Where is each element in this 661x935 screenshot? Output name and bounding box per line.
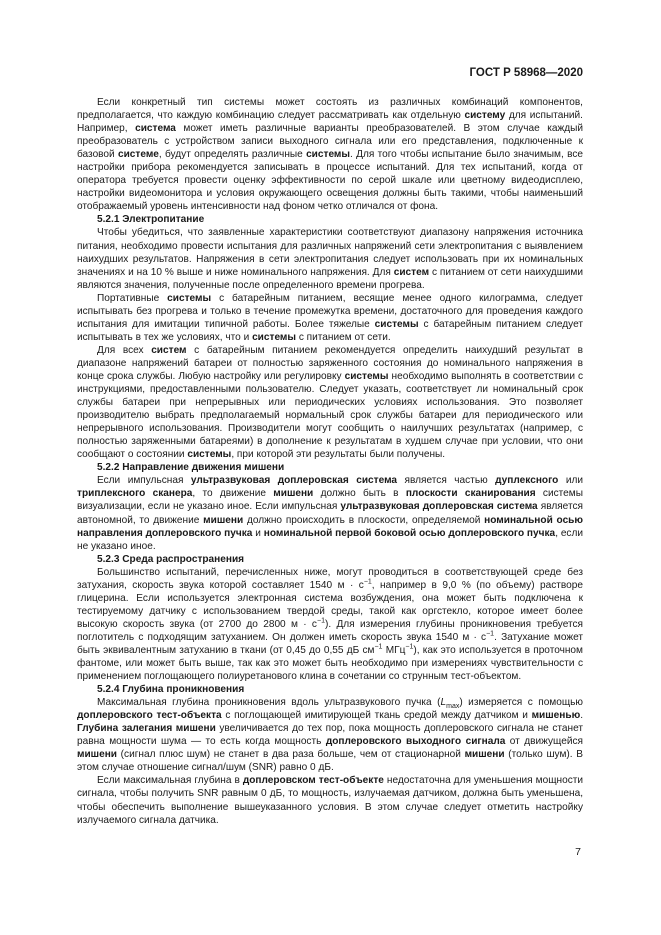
section-5-2-1-paragraph-2: Портативные системы с батарейным питанием, весящие менее одного килограмма, следует испытывать без прогрева и только в течение промежутка времени, достаточного для проведения каждого испытания для имитации типичной работы. Более тяжелые системы с батарейным питанием следует испытывать в тех же условиях, что и системы с питанием от сети. (77, 292, 583, 343)
section-5-2-4-paragraph-1: Максимальная глубина проникновения вдоль ультразвукового пучка $(L_{max})$ измеряется с помощью доплеровского тест-объекта с поглощающей имитирующей ткань средой между датчиком и мишенью. Глубина залегания мишени увеличивается до тех пор, пока мощность доплеровского сигнала не станет равна мощности шума — то есть когда мощность доплеровского выходного сигнала от движущейся мишени (сигнал плюс шум) не станет в два раза больше, чем от стационарной мишени (только шум). В этом случае отношение сигнал/шум (SNR) равно 0 дБ. (77, 697, 584, 774)
document-header: ГОСТ Р 58968—2020 (469, 67, 583, 79)
section-5-2-2-heading: 5.2.2 Направление движения мишени (97, 462, 285, 474)
page-body (77, 96, 583, 827)
section-5-2-4-paragraph-2: Если максимальная глубина в доплеровском тест-объекте недостаточна для уменьшения мощности сигнала, чтобы получить SNR равным 0 дБ, то мощность, излучаемая датчиком, должна быть уменьшена, чтобы обеспечить выполнение вышеуказанного условия. В этом случае следует отметить настройку излучаемого сигнала датчика. (77, 775, 584, 826)
section-5-2-1-paragraph-3: Для всех систем с батарейным питанием рекомендуется определить наихудший результат в диапазоне напряжений батареи от полностью заряженного состояния до номинального напряжения в конце срока службы. Любую настройку или регулировку системы необходимо выполнять в соответствии с инструкциями, предоставленными пользователю. Следует указать, соответствует ли номинальный срок службы батареи при непрерывных или периодических условиях использования. Это позволяет производителю выбрать предполагаемый нормальный срок службы батареи для периодического или непрерывного использования. Производители могут сообщить о наилучших результатах (например, с полностью заряженными батареями) в дополнение к результатам в худшем случае при условии, что они сообщают о состоянии системы, при которой эти результаты были получены. (77, 344, 583, 461)
section-5-2-2-paragraph: Если импульсная ультразвуковая доплеровская система является частью дуплексного или триплексного сканера, то движение мишени должно быть в плоскости сканирования системы визуализации, если не указано иное. Если импульсная ультразвуковая доплеровская система является автономной, то движение мишени должно происходить в плоскости, определяемой номинальной осью направления доплеровского пучка и номинальной первой боковой осью доплеровского пучка, если не указано иное. (77, 475, 584, 552)
section-5-2-1-heading: 5.2.1 Электропитание (97, 214, 205, 226)
section-5-2-3-heading: 5.2.3 Среда распространения (97, 553, 245, 565)
section-5-2-3-paragraph: Большинство испытаний, перечисленных ниже, могут проводиться в соответствующей среде без затухания, скорость звука которой составляет 1540 $м \cdot с^{-1}$, например в 9,0 % (по объему) растворе глицерина. Если используется электронная система возбуждения, она может быть подключена к тестируемому датчику с использованием твердой среды, такой как оргстекло, которое имеет более высокую скорость звука (от 2700 до 2800 $м \cdot с^{-1}$). Для измерения глубины проникновения требуется поглотитель с подходящим затуханием. Он должен иметь скорость звука 1540 $м \cdot с^{-1}$. Затухание может быть эквивалентным затуханию в ткани (от 0,45 до 0,55 дБ $см^{-1}$ МГц$^{-1}$), как это используется в проточном фантоме, или может быть выше, так как это может быть необходимо при измерениях чувствительности с применением поглощающего полиуретанового клина в сочетании со струнным тест-объектом. (77, 566, 583, 683)
intro-paragraph: Если конкретный тип системы может состоять из различных комбинаций компонентов, предполагается, что каждую комбинацию следует рассматривать как отдельную систему для испытаний. Например, система может иметь различные варианты преобразователей. В этом случае каждый преобразователь с устройством записи выходного сигнала или его представления, подключенные к базовой системе, будут определять различные системы. Для того чтобы испытание было значимым, все настройки прибора рекомендуется записывать в процессе испытаний. Для тех испытаний, когда от оператора требуется провести оценку эффективности по серой шкале или цветному видеодисплею, настройки видеомонитора и условия окружающего освещения должны быть такими, чтобы наименьший отображаемый уровень интенсивности над фоном четко отличался от фона. (77, 97, 584, 213)
section-5-2-4-heading: 5.2.4 Глубина проникновения (97, 684, 245, 696)
page-number: 7 (575, 846, 581, 858)
section-5-2-1-paragraph-1: Чтобы убедиться, что заявленные характеристики соответствуют диапазону напряжения источника питания, необходимо провести испытания для различных напряжений сети электропитания с выявлением наихудших результатов. Напряжения в сети электропитания следует использовать при их номинальных значениях и на 10 % выше и ниже номинального напряжения. Для систем с питанием от сети наихудшими являются значения, полученные после определенного времени прогрева. (77, 227, 584, 291)
